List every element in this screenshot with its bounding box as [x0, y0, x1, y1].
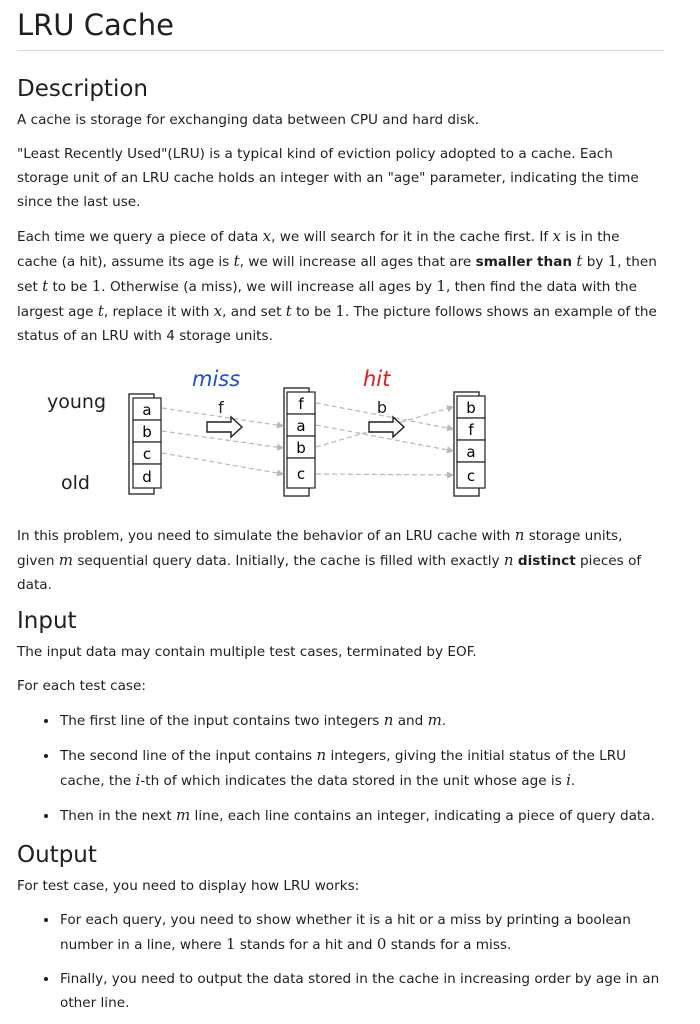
- col2-cell-1: f: [298, 395, 304, 413]
- col3-cell-2: f: [468, 421, 474, 439]
- miss-label: miss: [192, 367, 241, 391]
- input-list-item-2: • The second line of the input contains n integers, giving the initial status of the LRU cache, the i-th of which indicates the data stored in the unit whose age is i.: [59, 743, 664, 793]
- output-list-item-2: • Finally, you need to output the data stored in the cache in increasing order by age in an other line.: [59, 967, 664, 1015]
- description-paragraph-2: "Least Recently Used"(LRU) is a typical kind of eviction policy adopted to a cache. Each storage unit of an LRU cache holds an integer with an "age" parameter, indicating the time since the last use.: [17, 146, 639, 210]
- cache-column-initial: [129, 394, 161, 494]
- hit-double-arrow-icon: [369, 417, 404, 437]
- input-paragraph-1: The input data may contain multiple test cases, terminated by EOF.: [17, 644, 477, 660]
- col2-cell-4: c: [296, 465, 306, 483]
- output-paragraph-1: For test case, you need to display how LRU works:: [17, 878, 360, 894]
- col1-cell-2: b: [142, 423, 152, 441]
- hit-label: hit: [363, 367, 391, 391]
- col3-cell-1: b: [466, 399, 476, 417]
- description-paragraph-4: In this problem, you need to simulate the behavior of an LRU cache with n storage units, given m sequential query data. Initially, the cache is filled with exactly n distinct pieces of data.: [17, 526, 642, 593]
- output-list-item-1: • For each query, you need to show whether it is a hit or a miss by printing a boolean number in a line, where 1 stands for a hit and 0 stands for a miss.: [59, 908, 664, 957]
- label-young: young: [47, 391, 107, 413]
- description-paragraph-1: A cache is storage for exchanging data between CPU and hard disk.: [17, 112, 480, 128]
- cache-column-after-hit: [454, 392, 485, 496]
- input-heading: Input: [17, 608, 77, 634]
- miss-query-value: f: [218, 398, 224, 417]
- output-heading: Output: [17, 842, 97, 868]
- output-list: [17, 908, 664, 1015]
- input-list-item-3: • Then in the next m line, each line contains an integer, indicating a piece of query data.: [59, 803, 664, 828]
- hit-query-value: b: [376, 398, 388, 417]
- col2-cell-2: a: [296, 417, 306, 435]
- col1-cell-1: a: [142, 401, 152, 419]
- description-paragraph-3: Each time we query a piece of data x, we will search for it in the cache first. If x is in the cache (a hit), assume its age is t, we will increase all ages that are smaller than t by 1, then set t to be 1. Otherwise (a miss), we will increase all ages by 1, then find the data with the largest age t, replace it with x, and set t to be 1. The picture follows shows an example of the status of an LRU with 4 storage units.: [17, 227, 657, 344]
- input-paragraph-2: For each test case:: [17, 678, 146, 694]
- lru-diagram-svg: [37, 360, 507, 510]
- input-list: [17, 708, 664, 828]
- miss-double-arrow-icon: [207, 417, 242, 437]
- col3-cell-4: c: [466, 467, 476, 485]
- col1-cell-3: c: [142, 445, 152, 463]
- description-heading: Description: [17, 76, 148, 102]
- miss-shift-arrows: [162, 408, 283, 474]
- col3-cell-3: a: [466, 443, 476, 461]
- label-old: old: [61, 472, 90, 494]
- col2-cell-3: b: [296, 439, 306, 457]
- input-list-item-1: • The first line of the input contains two integers n and m.: [59, 708, 664, 733]
- lru-example-figure: [37, 360, 507, 510]
- cache-column-after-miss: [284, 388, 315, 496]
- page-title: LRU Cache: [17, 0, 664, 51]
- col1-cell-4: d: [142, 468, 152, 486]
